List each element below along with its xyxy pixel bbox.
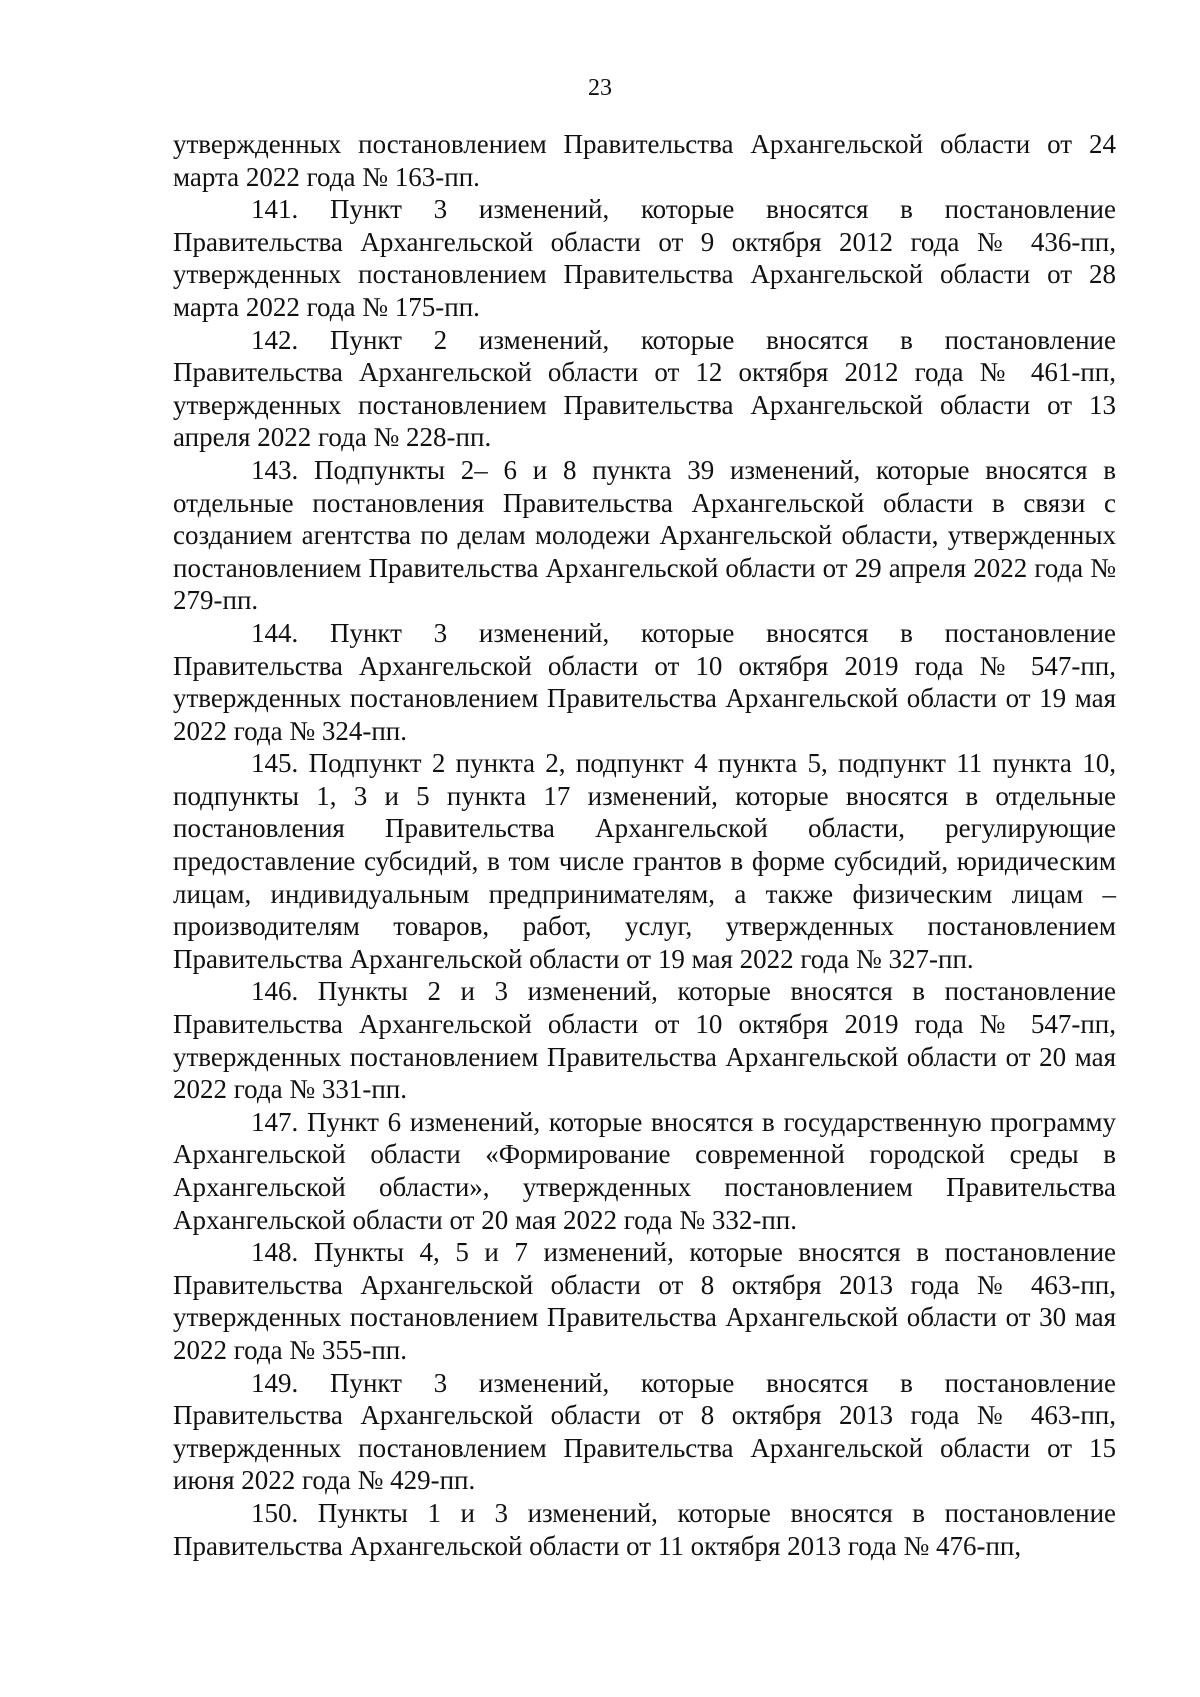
paragraph-item-148: 148. Пункты 4, 5 и 7 изменений, которые вносятся в постановление Правительства Архангельской области от 8 октября 2013 года № 463-пп, утвержденных постановлением Правительства Архангельской области от 30 мая 2022 года № 355-пп. bbox=[173, 1237, 1116, 1365]
document-body bbox=[173, 128, 1116, 1562]
paragraph-item-146: 146. Пункты 2 и 3 изменений, которые вносятся в постановление Правительства Архангельской области от 10 октября 2019 года № 547-пп, утвержденных постановлением Правительства Архангельской области от 20 мая 2022 года № 331-пп. bbox=[173, 976, 1116, 1105]
page-number: 23 bbox=[588, 75, 612, 101]
paragraph-item-142: 142. Пункт 2 изменений, которые вносятся в постановление Правительства Архангельской области от 12 октября 2012 года № 461-пп, утвержденных постановлением Правительства Архангельской области от 13 апреля 2022 года № 228-пп. bbox=[173, 324, 1116, 453]
paragraph-item-141: 141. Пункт 3 изменений, которые вносятся в постановление Правительства Архангельской области от 9 октября 2012 года № 436-пп, утвержденных постановлением Правительства Архангельской области от 28 марта 2022 года № 175-пп. bbox=[173, 194, 1116, 322]
paragraph-item-150: 150. Пункты 1 и 3 изменений, которые вносятся в постановление Правительства Архангельской области от 11 октября 2013 года № 476-пп, bbox=[173, 1497, 1116, 1561]
paragraph-continuation: утвержденных постановлением Правительства Архангельской области от 24 марта 2022 года № 163-пп. bbox=[173, 129, 1116, 192]
paragraph-item-143: 143. Подпункты 2– 6 и 8 пункта 39 изменений, которые вносятся в отдельные постановления Правительства Архангельской области в связи с созданием агентства по делам молодежи Архангельской области, утвержденных постановлением Правительства Архангельской области от 29 апреля 2022 года № 279-пп. bbox=[173, 454, 1116, 616]
paragraph-item-149: 149. Пункт 3 изменений, которые вносятся в постановление Правительства Архангельской области от 8 октября 2013 года № 463-пп, утвержденных постановлением Правительства Архангельской области от 15 июня 2022 года № 429-пп. bbox=[173, 1367, 1116, 1496]
paragraph-item-145: 145. Подпункт 2 пункта 2, подпункт 4 пункта 5, подпункт 11 пункта 10, подпункты 1, 3 и 5 пункта 17 изменений, которые вносятся в отдельные постановления Правительства Архангельской области, регулирующие предоставление субсидий, в том числе грантов в форме субсидий, юридическим лицам, индивидуальным предпринимателям, а также физическим лицам – производителям товаров, работ, услуг, утвержденных постановлением Правительства Архангельской области от 19 мая 2022 года № 327-пп. bbox=[173, 748, 1116, 974]
paragraph-item-144: 144. Пункт 3 изменений, которые вносятся в постановление Правительства Архангельской области от 10 октября 2019 года № 547-пп, утвержденных постановлением Правительства Архангельской области от 19 мая 2022 года № 324-пп. bbox=[173, 617, 1116, 746]
paragraph-item-147: 147. Пункт 6 изменений, которые вносятся в государственную программу Архангельской области «Формирование современной городской среды в Архангельской области», утвержденных постановлением Правительства Архангельской области от 20 мая 2022 года № 332-пп. bbox=[173, 1106, 1116, 1235]
